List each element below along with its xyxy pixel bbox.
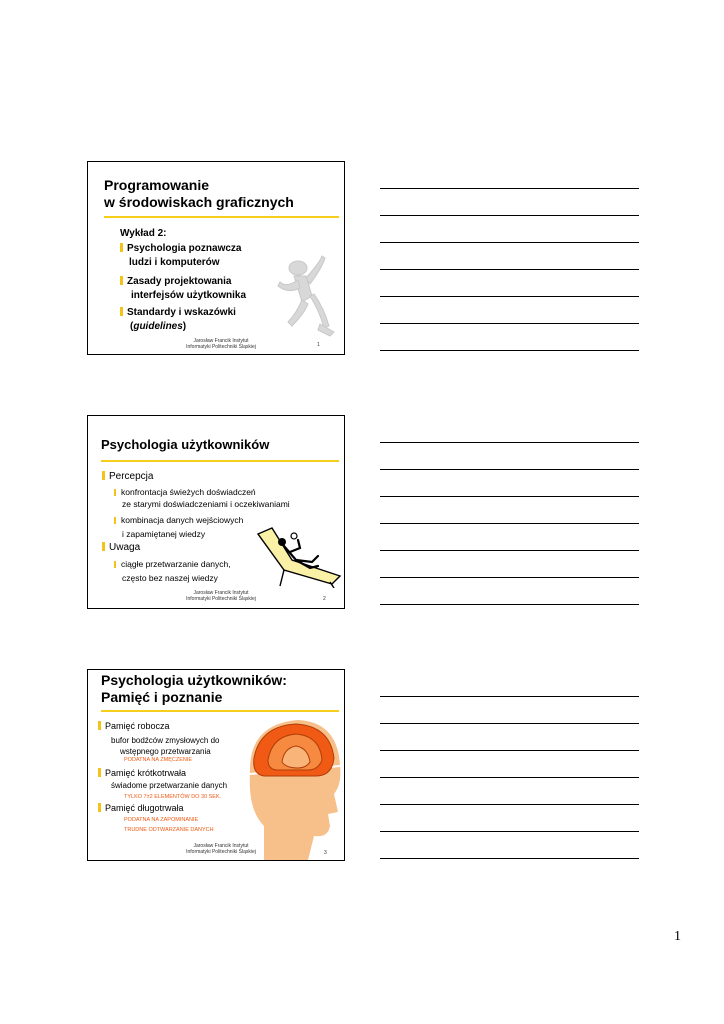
dancing-figure-illustration xyxy=(276,252,336,342)
slide-2 xyxy=(87,415,345,609)
slide-3-title-line-2: Pamięć i poznanie xyxy=(101,689,223,705)
agenda-item-1-line-1: Psychologia poznawcza xyxy=(127,243,242,254)
head-profile-illustration xyxy=(238,714,344,860)
lounge-chair-figure-illustration xyxy=(254,526,344,588)
note-line xyxy=(380,323,639,324)
agenda-item-1-line-2: ludzi i komputerów xyxy=(129,257,220,268)
perception-item xyxy=(102,471,153,482)
footer-line-2: Informatyki Politechniki Śląskiej xyxy=(186,596,256,602)
footer-line-1: Jarosław Francik Instytut xyxy=(193,338,249,344)
slide-3 xyxy=(87,669,345,861)
attention-label: Uwaga xyxy=(109,542,141,553)
long-term-memory-note-1: PODATNA NA ZAPOMINANIE xyxy=(124,817,199,823)
working-memory-desc: bufor bodźców zmysłowych do wstępnego przetwarzania xyxy=(111,736,220,756)
title-underline xyxy=(101,460,339,462)
perception-sub-1: konfrontacja świeżych doświadczeń ze starymi doświadczeniami i oczekiwaniami xyxy=(114,486,290,510)
short-term-memory-desc: świadome przetwarzanie danych xyxy=(111,781,228,790)
perception-label: Percepcja xyxy=(109,471,154,482)
short-term-memory-note: TYLKO 7±2 ELEMENTÓW DO 30 SEK. xyxy=(124,794,222,800)
title-underline xyxy=(104,216,339,218)
footer-line-2: Informatyki Politechniki Śląskiej xyxy=(186,344,256,350)
slide-3-footer xyxy=(176,843,266,855)
title-underline xyxy=(101,710,339,712)
slide-2-title: Psychologia użytkowników xyxy=(101,437,270,452)
slide-3-number: 3 xyxy=(324,850,327,856)
bullet-icon xyxy=(120,307,123,316)
slide-2-number: 2 xyxy=(323,596,326,602)
bullet-icon xyxy=(98,721,101,730)
note-line xyxy=(380,750,639,751)
working-memory-item: Pamięć robocza xyxy=(98,721,170,731)
slide-3-title-line-1: Psychologia użytkowników: xyxy=(101,672,287,688)
footer-line-1: Jarosław Francik Instytut xyxy=(193,843,249,849)
slide-1-title-line-1: Programowanie xyxy=(104,177,210,193)
note-line xyxy=(380,604,639,605)
note-line xyxy=(380,188,639,189)
slide-2-footer xyxy=(176,590,266,602)
slide-1-footer xyxy=(176,338,266,350)
slide-1-title-line-2: w środowiskach graficznych xyxy=(104,194,294,210)
footer-line-1: Jarosław Francik Instytut xyxy=(193,590,249,596)
bullet-icon xyxy=(114,489,116,496)
lecture-label: Wykład 2: xyxy=(120,228,167,239)
agenda-item-2 xyxy=(120,275,246,303)
note-line xyxy=(380,442,639,443)
bullet-icon xyxy=(114,561,116,568)
note-line xyxy=(380,804,639,805)
note-line xyxy=(380,215,639,216)
agenda-item-1 xyxy=(120,242,241,270)
note-line xyxy=(380,777,639,778)
note-line xyxy=(380,242,639,243)
bullet-icon xyxy=(102,471,105,480)
slide-1 xyxy=(87,161,345,355)
note-line xyxy=(380,858,639,859)
bullet-icon xyxy=(98,803,101,812)
bullet-icon xyxy=(120,276,123,285)
note-line xyxy=(380,496,639,497)
note-line xyxy=(380,469,639,470)
note-line xyxy=(380,831,639,832)
agenda-item-2-line-1: Zasady projektowania xyxy=(127,276,232,287)
footer-line-2: Informatyki Politechniki Śląskiej xyxy=(186,849,256,855)
perception-sub-2: kombinacja danych wejściowych i zapamiętanej wiedzy xyxy=(114,513,243,541)
note-line xyxy=(380,696,639,697)
note-line xyxy=(380,523,639,524)
agenda-item-3-line-1: Standardy i wskazówki xyxy=(127,307,236,318)
agenda-item-2-line-2: interfejsów użytkownika xyxy=(131,290,247,301)
long-term-memory-note-2: TRUDNE ODTWARZANIE DANYCH xyxy=(124,827,214,833)
agenda-item-3 xyxy=(120,306,236,334)
agenda-item-3-line-2: (guidelines) xyxy=(130,321,187,332)
slide-3-title xyxy=(101,672,287,706)
bullet-icon xyxy=(102,542,105,551)
slide-1-number: 1 xyxy=(317,342,320,348)
bullet-icon xyxy=(114,517,116,524)
note-line xyxy=(380,296,639,297)
note-line xyxy=(380,723,639,724)
note-line xyxy=(380,269,639,270)
attention-sub-1: ciągłe przetwarzanie danych, często bez naszej wiedzy xyxy=(114,557,231,585)
note-line xyxy=(380,350,639,351)
bullet-icon xyxy=(120,243,123,252)
slide-1-title xyxy=(104,177,294,211)
attention-item xyxy=(102,542,140,553)
page-number: 1 xyxy=(674,929,681,944)
note-line xyxy=(380,577,639,578)
long-term-memory-item: Pamięć długotrwała xyxy=(98,803,184,813)
short-term-memory-item: Pamięć krótkotrwała xyxy=(98,768,186,778)
note-line xyxy=(380,550,639,551)
bullet-icon xyxy=(98,768,101,777)
working-memory-note: PODATNA NA ZMĘCZENIE xyxy=(124,757,193,763)
